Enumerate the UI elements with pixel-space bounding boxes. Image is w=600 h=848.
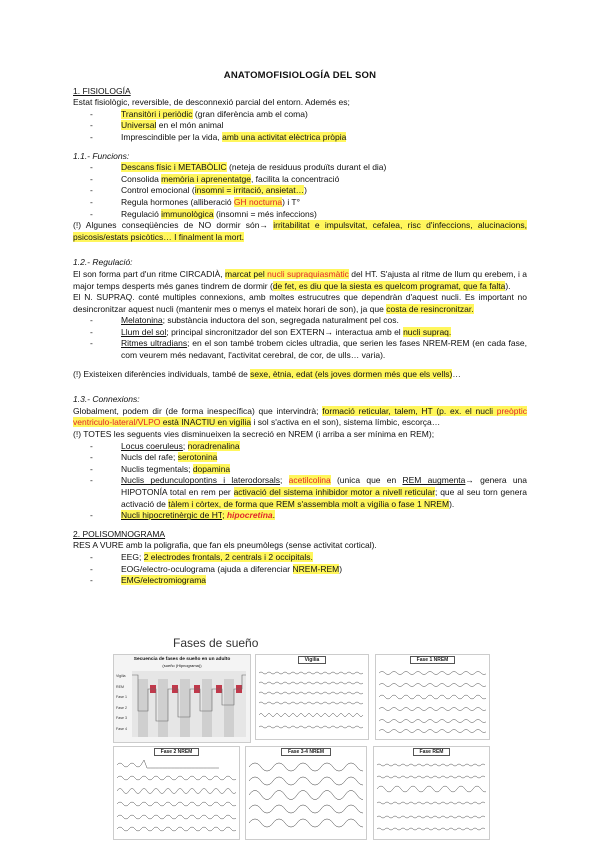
hypnogram-y-label: Vigilia (116, 674, 126, 678)
connections-list (73, 441, 527, 522)
eeg-wave-fase-2 (117, 759, 236, 837)
section-2-intro: RES A VURE amb la poligrafia, que fan els pneumòlegs (sense activitat cortical). (73, 540, 377, 551)
section-1-1-heading: 1.1.- Funcions: (73, 150, 130, 161)
hypnogram-y-label: Fase 4 (116, 726, 127, 731)
section-1-3-heading: 1.3.- Connexions: (73, 394, 140, 405)
list-item: - Consolida memòria i aprenentatge, facilita la concentració (121, 174, 527, 186)
sleep-phases-figure (113, 636, 488, 841)
hypnogram-y-label: REM (116, 684, 124, 689)
hypnogram-y-labels (116, 671, 127, 734)
list-item: - Nucli hipocretinèrgic de HT; hipocretina. (121, 510, 527, 522)
panel-label: Fase 1 NREM (410, 656, 456, 664)
regulation-paragraph-1: El son forma part d'un ritme CIRCADIÀ, marcat pel nucli supraquiasmàtic del HT. S'ajusta al ritme de llum qu erebem, i a major temps desperts més ganes tindrem de dormir (de fet, es diu que la siesta es quelcom programat, que fa falta). (73, 268, 528, 291)
polysomnogram-list (73, 552, 527, 587)
list-item: - Melatonina; substància inductora del son, segregada naturalment pel cos. (121, 315, 527, 327)
functions-list (73, 162, 527, 220)
list-item: - Regulació immunològica (insomni = més infeccions) (121, 209, 527, 221)
list-item: - Nuclis tegmentals; dopamina (121, 464, 527, 476)
figure-title: Fases de sueño (173, 636, 259, 650)
list-item: - Llum del sol; principal sincronitzador del son EXTERN→ interactua amb el nucli supraq. (121, 327, 527, 339)
list-item: - EMG/electromiograma (121, 575, 527, 587)
panel-label: Fase 3-4 NREM (281, 748, 331, 756)
list-item: - Locus coeruleus; noradrenalina (121, 441, 527, 453)
eeg-wave-vigilia (259, 667, 365, 737)
list-item: - Regula hormones (alliberació GH nocturna) i T° (121, 197, 527, 209)
functions-note: (!) Algunes conseqüències de NO dormir són→ irritabilitat e impulsvitat, cefalea, risc d'infeccions, alucinacions, psicosis/estats psicòtics… I finalment la mort. (73, 220, 527, 242)
hypnogram-y-label: Fase 1 (116, 695, 127, 699)
document-body (73, 70, 527, 587)
connections-paragraph-1: Globalment, podem dir (de forma inespecífica) que intervindrà; formació reticular, talem, HT (p. ex. el nucli preòptic ventriculo-lateral/VLPO està INACTIU en vigília i sol s'activa en el son), sistema límbic, escorça… (73, 405, 527, 428)
connections-paragraph-2: (!) TOTES les seguents vies disminueixen la secreció en NREM (i arriba a ser mínima en REM); (73, 429, 435, 440)
panel-fase-3-4 (245, 746, 367, 840)
list-item: - Imprescindible per la vida, amb una activitat elèctrica pròpia (121, 132, 527, 144)
section-1-intro: Estat fisiològic, reversible, de desconnexió parcial del entorn. Ademés es; (73, 97, 350, 108)
list-item: - Transitòri i periòdic (gran diferència amb el coma) (121, 109, 527, 121)
list-item: - EEG; 2 electrodes frontals, 2 centrals i 2 occipitals. (121, 552, 527, 564)
regulation-paragraph-2: El N. SUPRAQ. conté multiples connexions, amb moltes estrucutres que dependràn d'aquest nucli. Es important no desincronitzar aquest nucli (mantenir mes o menys el mateix horari de son), ja que costa de resincronitzar. (73, 292, 527, 314)
section-1-list (73, 109, 527, 144)
eeg-wave-fase-1 (379, 667, 486, 737)
panel-label: Fase REM (413, 748, 451, 756)
list-item: - Universal en el món animal (121, 120, 527, 132)
eeg-wave-fase-rem (377, 759, 486, 837)
regulation-list (73, 315, 527, 361)
hypnogram-panel (113, 654, 251, 743)
hypnogram-title: Secuencia de fases de sueño en un adulto (133, 657, 231, 662)
regulation-note: (!) Existeixen diferències individuals, també de sexe, ètnia, edat (els joves dormen més que els vells)… (73, 368, 461, 379)
list-item: - Ritmes ultradians; en el son també trobem cicles ultradia, que serien les fases NREM-REM (en cada fase, com veurem més nedavant, l'activitat cerebral, de cor, de ulls… varia). (121, 338, 527, 361)
panel-fase-rem (373, 746, 490, 840)
hypnogram-plot (132, 671, 246, 737)
document-title: ANATOMOFISIOLOGÍA DEL SON (223, 70, 377, 81)
hypnogram-y-label: Fase 3 (116, 716, 127, 720)
hypnogram-subtitle: (sueño (Hipnograma)) (162, 663, 202, 668)
list-item: - Nucls del rafe; serotonina (121, 452, 527, 464)
panel-vigilia (255, 654, 369, 740)
list-item: - EOG/electro-oculograma (ajuda a diferenciar NREM-REM) (121, 564, 527, 576)
list-item: - Nuclis pedunculopontins i laterodorsals; acetilcolina (unica que en REM augmenta→ genera una HIPOTONÍA total en rem per activació del sistema inhibidor motor a nivell reticular; que al seu torn genera activació de tàlem i còrtex, de forma que REM s'assembla molt a vigília o fase 1 NREM). (121, 475, 527, 510)
section-1-heading: 1. FISIOLOGÍA (73, 85, 131, 96)
section-2-heading: 2. POLISOMNOGRAMA (73, 528, 166, 539)
hypnogram-y-label: Fase 2 (116, 705, 127, 710)
panel-fase-1 (375, 654, 490, 740)
section-1-2-heading: 1.2.- Regulació: (73, 257, 133, 268)
list-item: - Control emocional (insomni = irritació, ansietat…) (121, 185, 527, 197)
panel-label: Fase 2 NREM (154, 748, 200, 756)
panel-fase-2 (113, 746, 240, 840)
eeg-wave-fase-3-4 (249, 759, 363, 837)
panel-label: Vigilia (298, 656, 327, 664)
list-item: - Descans físic i METABÒLIC (neteja de residuus produïts durant el dia) (121, 162, 527, 174)
